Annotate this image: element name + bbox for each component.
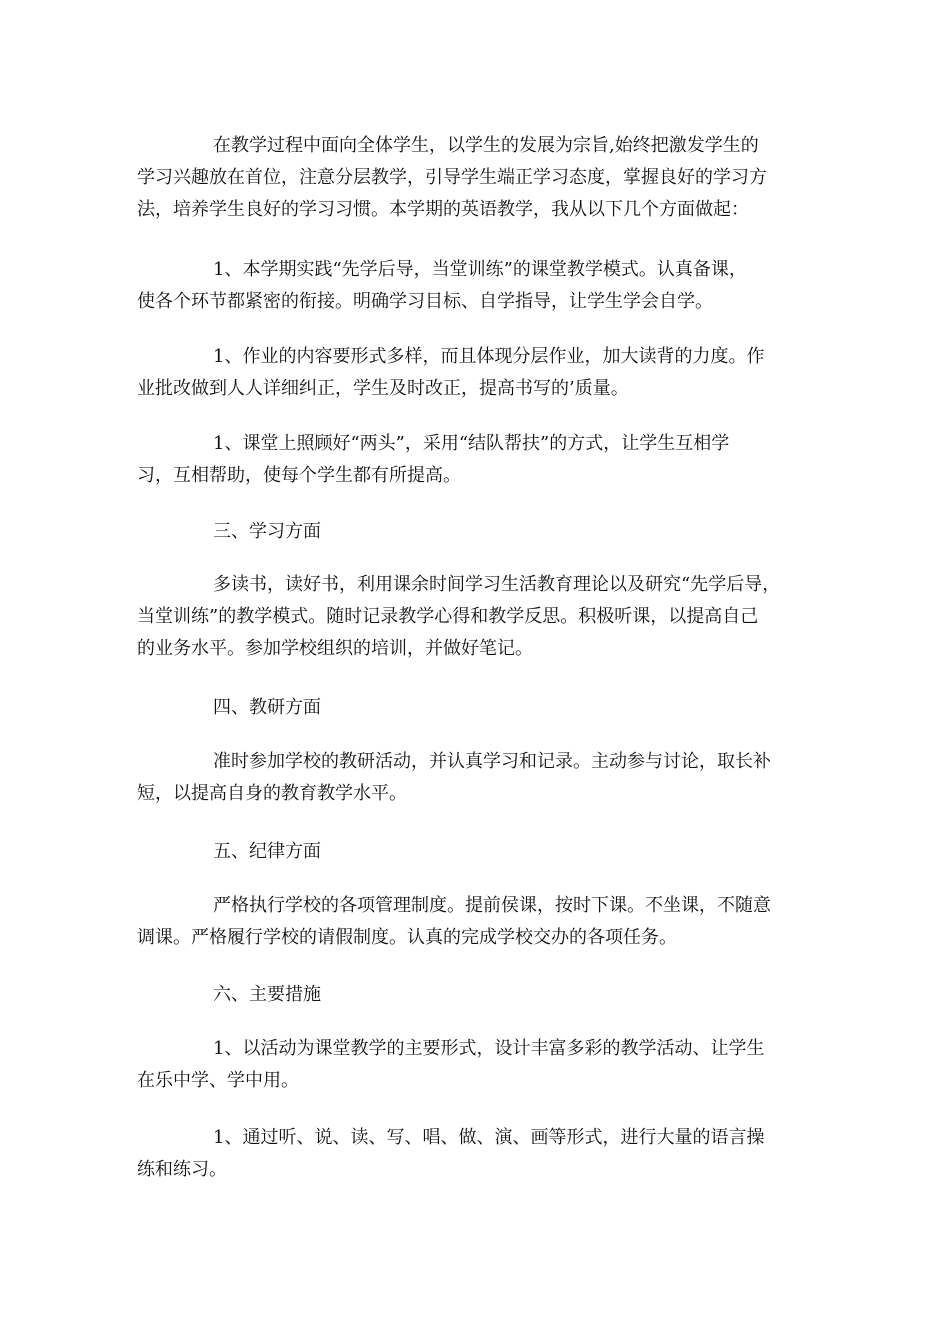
paragraph-line: 短，以提高自身的教育教学水平。: [137, 783, 407, 804]
list-item-paragraph: [137, 1033, 817, 1097]
paragraph-line: 调课。严格履行学校的请假制度。认真的完成学校交办的各项任务。: [137, 927, 677, 948]
section-heading: [137, 516, 817, 548]
paragraph-line: 习，互相帮助，使每个学生都有所提高。: [137, 465, 461, 486]
section-heading-text: 三、学习方面: [213, 521, 321, 542]
paragraph-line: 练和练习。: [137, 1159, 227, 1180]
list-item-paragraph: [137, 341, 817, 405]
body-paragraph: [137, 746, 817, 810]
section-heading-text: 四、教研方面: [213, 697, 321, 718]
paragraph-line: 1、课堂上照顾好“两头”，采用“结队帮扶”的方式，让学生互相学: [213, 433, 730, 454]
list-item-paragraph: [137, 254, 817, 318]
section-heading: [137, 692, 817, 724]
paragraph-line: 准时参加学校的教研活动，并认真学习和记录。主动参与讨论，取长补: [213, 751, 771, 772]
list-item-paragraph: [137, 428, 817, 492]
paragraph-line: 的业务水平。参加学校组织的培训，并做好笔记。: [137, 638, 533, 659]
section-heading: [137, 979, 817, 1011]
list-item-paragraph: [137, 1122, 817, 1186]
section-heading: [137, 836, 817, 868]
paragraph-line: 1、作业的内容要形式多样，而且体现分层作业，加大读背的力度。作: [213, 346, 765, 367]
paragraph-line: 使各个环节都紧密的衔接。明确学习目标、自学指导，让学生学会自学。: [137, 291, 713, 312]
body-paragraph: [137, 890, 817, 954]
paragraph-line: 1、以活动为课堂教学的主要形式，设计丰富多彩的教学活动、让学生: [213, 1038, 765, 1059]
paragraph-line: 1、通过听、说、读、写、唱、做、演、画等形式，进行大量的语言操: [213, 1127, 765, 1148]
paragraph-line: 严格执行学校的各项管理制度。提前侯课，按时下课。不坐课，不随意: [213, 895, 771, 916]
paragraph-line: 多读书，读好书，利用课余时间学习生活教育理论以及研究“先学后导，: [213, 574, 781, 595]
section-heading-text: 五、纪律方面: [213, 841, 321, 862]
paragraph-line: 在乐中学、学中用。: [137, 1070, 299, 1091]
section-heading-text: 六、主要措施: [213, 984, 321, 1005]
paragraph-line: 在教学过程中面向全体学生，以学生的发展为宗旨,始终把激发学生的: [213, 135, 759, 156]
body-paragraph: [137, 569, 817, 665]
paragraph-line: 法，培养学生良好的学习习惯。本学期的英语教学，我从以下几个方面做起：: [137, 199, 749, 220]
paragraph-line: 学习兴趣放在首位，注意分层教学，引导学生端正学习态度，掌握良好的学习方: [137, 167, 767, 188]
paragraph-line: 当堂训练”的教学模式。随时记录教学心得和教学反思。积极听课，以提高自己: [137, 606, 759, 627]
intro-paragraph: [137, 130, 817, 226]
paragraph-line: 1、本学期实践“先学后导，当堂训练”的课堂教学模式。认真备课，: [213, 259, 747, 280]
paragraph-line: 业批改做到人人详细纠正，学生及时改正，提高书写的’质量。: [137, 378, 629, 399]
